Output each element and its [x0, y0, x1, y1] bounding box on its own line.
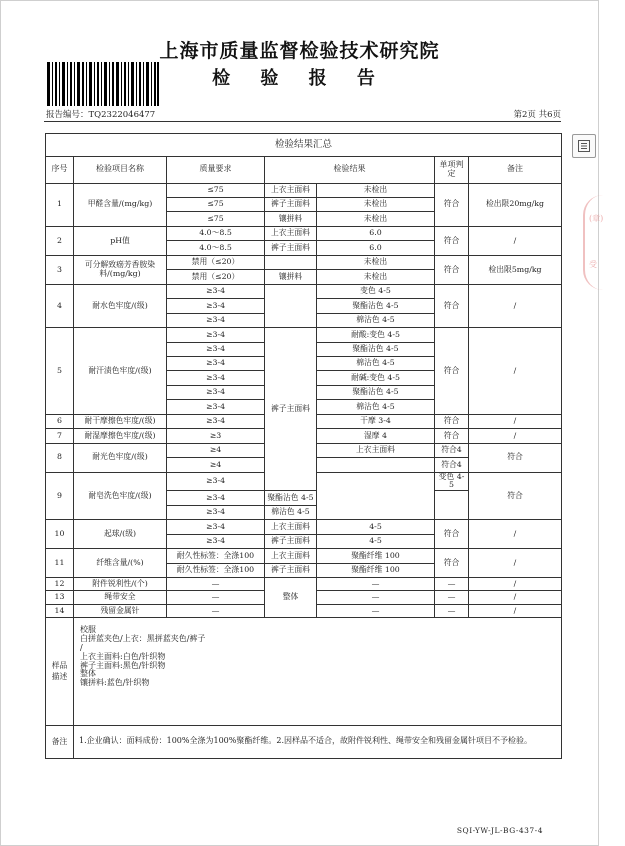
report-title: 检 验 报 告	[212, 68, 387, 89]
col-header-note: 备注	[469, 156, 562, 183]
seal-text-1: (章)	[589, 214, 604, 223]
result-cell: 棉沾色 4-5	[317, 313, 435, 327]
col-header-verdict: 单项判定	[435, 156, 469, 183]
result-cell: 聚酯沾色 4-5	[317, 385, 435, 399]
sample-description	[74, 618, 562, 725]
requirement-cell: ≥3-4	[167, 385, 265, 399]
row-item: 附件锐利性/(个)	[74, 578, 167, 591]
requirement-cell: ≥3-4	[167, 357, 265, 371]
verdict-cell: 符合	[435, 549, 469, 578]
row-no: 1	[46, 183, 74, 226]
note-cell: /	[469, 328, 562, 415]
row-no: 12	[46, 578, 74, 591]
row-no: 14	[46, 604, 74, 617]
requirement-cell: ≥3-4	[167, 299, 265, 313]
result-cell: —	[317, 591, 435, 604]
report-number: 报告编号：TQ2322046477	[46, 110, 156, 120]
row-item: 甲醛含量/(mg/kg)	[74, 183, 167, 226]
sample-line: 裤子主面料:黑色/针织物	[80, 660, 166, 670]
note-cell: /	[469, 591, 562, 604]
seal-text-2: 受	[589, 260, 597, 269]
requirement-cell: —	[167, 591, 265, 604]
document-toggle-icon[interactable]	[572, 134, 596, 158]
requirement-cell: 耐久性标签：全涤100	[167, 563, 265, 577]
part-cell: 上衣主面料	[265, 226, 317, 240]
part-cell: 镶拼料	[265, 212, 317, 226]
verdict-cell: 符合	[435, 226, 469, 255]
requirement-cell: ≥3-4	[167, 328, 265, 342]
table-header-row	[46, 156, 562, 183]
header-divider	[44, 121, 561, 122]
requirement-cell: ≥3-4	[167, 371, 265, 385]
part-cell: 整体	[265, 578, 317, 618]
part-cell: 裤子主面料	[265, 241, 317, 255]
sample-line: 镶拼料:蓝色/针织物	[80, 678, 150, 688]
col-header-result: 检验结果	[265, 156, 435, 183]
verdict-cell: 符合	[435, 328, 469, 415]
result-cell: 聚酯沾色 4-5	[317, 299, 435, 313]
table-row	[46, 549, 562, 563]
requirement-cell: ≥4	[167, 443, 265, 457]
row-item: 残留金属针	[74, 604, 167, 617]
row-no: 6	[46, 414, 74, 428]
result-cell: 耐碱:变色 4-5	[317, 371, 435, 385]
note-cell: 检出限20mg/kg	[469, 183, 562, 226]
row-no: 9	[46, 472, 74, 520]
note-cell: /	[469, 578, 562, 591]
result-cell: 6.0	[317, 226, 435, 240]
result-cell: 变色 4-5	[317, 284, 435, 298]
part-cell: 裤子主面料	[265, 563, 317, 577]
result-cell: 耐酸:变色 4-5	[317, 328, 435, 342]
row-no: 7	[46, 429, 74, 443]
verdict-cell: 符合	[469, 472, 562, 520]
requirement-cell: 禁用（≤20）	[167, 255, 265, 269]
requirement-cell: —	[167, 578, 265, 591]
verdict-cell: 符合	[469, 443, 562, 472]
requirement-cell: ≥3-4	[167, 414, 265, 428]
requirement-cell: ≤75	[167, 198, 265, 212]
row-no: 10	[46, 520, 74, 549]
requirement-cell: ≤75	[167, 183, 265, 197]
result-cell: 未检出	[317, 255, 435, 269]
result-cell: 干摩 3-4	[317, 414, 435, 428]
table-row	[46, 520, 562, 534]
part-cell	[317, 458, 435, 472]
row-item: 耐水色牢度/(级)	[74, 284, 167, 327]
requirement-cell: ≥3-4	[167, 342, 265, 356]
requirement-cell: ≥3-4	[167, 491, 265, 505]
table-row	[46, 578, 562, 591]
verdict-cell: 符合	[435, 520, 469, 549]
page-number: 第2页 共6页	[513, 110, 561, 120]
list-icon	[577, 139, 591, 153]
row-item: 耐皂洗色牢度/(级)	[74, 472, 167, 520]
part-cell	[265, 255, 317, 269]
col-header-requirement: 质量要求	[167, 156, 265, 183]
row-item: 耐光色牢度/(级)	[74, 443, 167, 472]
requirement-cell: ≥3	[167, 429, 265, 443]
part-cell	[265, 284, 317, 327]
requirement-cell: 4.0～8.5	[167, 226, 265, 240]
table-row	[46, 183, 562, 197]
organization-name: 上海市质量监督检验技术研究院	[159, 40, 440, 62]
table-row	[46, 255, 562, 269]
sample-description-row	[46, 618, 562, 725]
requirement-cell: ≥3-4	[167, 534, 265, 548]
result-cell: 棉沾色 4-5	[317, 400, 435, 414]
result-cell: 4-5	[317, 520, 435, 534]
requirement-cell: —	[167, 604, 265, 617]
sample-line: 整体	[80, 669, 96, 679]
row-item: 耐湿摩擦色牢度/(级)	[74, 429, 167, 443]
note-cell: /	[469, 549, 562, 578]
verdict-cell: 符合	[435, 284, 469, 327]
verdict-cell: 符合	[435, 255, 469, 284]
part-cell: 上衣主面料	[265, 183, 317, 197]
note-cell: /	[469, 226, 562, 255]
seal-stamp-edge	[583, 195, 625, 290]
result-cell: 6.0	[317, 241, 435, 255]
row-item: 耐汗渍色牢度/(级)	[74, 328, 167, 415]
result-cell: 聚酯纤维 100	[317, 563, 435, 577]
row-no: 4	[46, 284, 74, 327]
result-cell: 棉沾色 4-5	[317, 357, 435, 371]
row-no: 3	[46, 255, 74, 284]
requirement-cell: 禁用（≤20）	[167, 270, 265, 284]
row-no: 11	[46, 549, 74, 578]
requirement-cell: ≥3-4	[167, 284, 265, 298]
result-cell: 未检出	[317, 183, 435, 197]
results-table	[45, 133, 562, 759]
requirement-cell: ≥3-4	[167, 400, 265, 414]
row-item: 耐干摩擦色牢度/(级)	[74, 414, 167, 428]
row-no: 5	[46, 328, 74, 415]
note-cell: /	[469, 414, 562, 428]
row-item: 纤维含量/(%)	[74, 549, 167, 578]
result-cell: 未检出	[317, 270, 435, 284]
part-cell: 裤子主面料	[265, 534, 317, 548]
col-header-no: 序号	[46, 156, 74, 183]
row-no: 13	[46, 591, 74, 604]
note-cell: /	[469, 520, 562, 549]
result-cell: 符合4	[435, 458, 469, 472]
sample-line: /	[80, 642, 83, 652]
verdict-cell: —	[435, 604, 469, 617]
result-cell: 棉沾色 4-5	[265, 505, 317, 519]
remark-text: 1.企业确认：面料成份：100%全涤为100%聚酯纤维。2.因样品不适合，故附件锐利性、绳带安全和残留金属针项目不予检验。	[74, 725, 562, 758]
result-cell: —	[317, 578, 435, 591]
result-cell: 湿摩 4	[317, 429, 435, 443]
requirement-cell: 4.0～8.5	[167, 241, 265, 255]
remark-label: 备注	[46, 725, 74, 758]
part-cell	[317, 472, 435, 520]
table-row	[46, 328, 562, 342]
table-row	[46, 226, 562, 240]
result-cell: 聚酯纤维 100	[317, 549, 435, 563]
result-cell: 4-5	[317, 534, 435, 548]
note-cell: /	[469, 429, 562, 443]
requirement-cell: ≥4	[167, 458, 265, 472]
note-cell: /	[469, 284, 562, 327]
verdict-cell: 符合	[435, 429, 469, 443]
result-cell: 变色 4-5	[435, 472, 469, 491]
note-cell: /	[469, 604, 562, 617]
requirement-cell: ≥3-4	[167, 505, 265, 519]
result-cell: 符合4	[435, 443, 469, 457]
sample-line: 上衣主面料:白色/针织物	[80, 651, 166, 661]
part-cell: 镶拼料	[265, 270, 317, 284]
result-cell: 聚酯沾色 4-5	[317, 342, 435, 356]
requirement-cell: ≥3-4	[167, 313, 265, 327]
verdict-cell: —	[435, 578, 469, 591]
table-row	[46, 284, 562, 298]
part-cell: 上衣主面料	[317, 443, 435, 457]
sample-line: 校服	[80, 625, 96, 635]
part-cell: 裤子主面料	[265, 328, 317, 491]
remark-row	[46, 725, 562, 758]
row-item: pH值	[74, 226, 167, 255]
requirement-cell: ≥3-4	[167, 472, 265, 491]
sample-line: 白拼蓝夹色/上衣：黑拼蓝夹色/裤子	[80, 634, 206, 644]
row-item: 绳带安全	[74, 591, 167, 604]
verdict-cell: 符合	[435, 183, 469, 226]
part-cell: 裤子主面料	[265, 198, 317, 212]
result-cell: 未检出	[317, 212, 435, 226]
sample-label: 样品描述	[46, 618, 74, 725]
requirement-cell: ≥3-4	[167, 520, 265, 534]
requirement-cell: ≤75	[167, 212, 265, 226]
document-code: SQI-YW-JL-BG-437-4	[456, 826, 543, 835]
requirement-cell: 耐久性标签：全涤100	[167, 549, 265, 563]
verdict-cell: 符合	[435, 414, 469, 428]
row-item: 可分解致癌芳香胺染料/(mg/kg)	[74, 255, 167, 284]
col-header-item: 检验项目名称	[74, 156, 167, 183]
row-no: 8	[46, 443, 74, 472]
result-cell: 未检出	[317, 198, 435, 212]
part-cell: 上衣主面料	[265, 520, 317, 534]
part-cell: 上衣主面料	[265, 549, 317, 563]
row-item: 起球/(级)	[74, 520, 167, 549]
result-cell: —	[317, 604, 435, 617]
note-cell: 检出限5mg/kg	[469, 255, 562, 284]
row-no: 2	[46, 226, 74, 255]
verdict-cell: —	[435, 591, 469, 604]
result-cell: 聚酯沾色 4-5	[265, 491, 317, 505]
table-caption-row	[46, 134, 562, 157]
table-caption: 检验结果汇总	[46, 134, 562, 157]
